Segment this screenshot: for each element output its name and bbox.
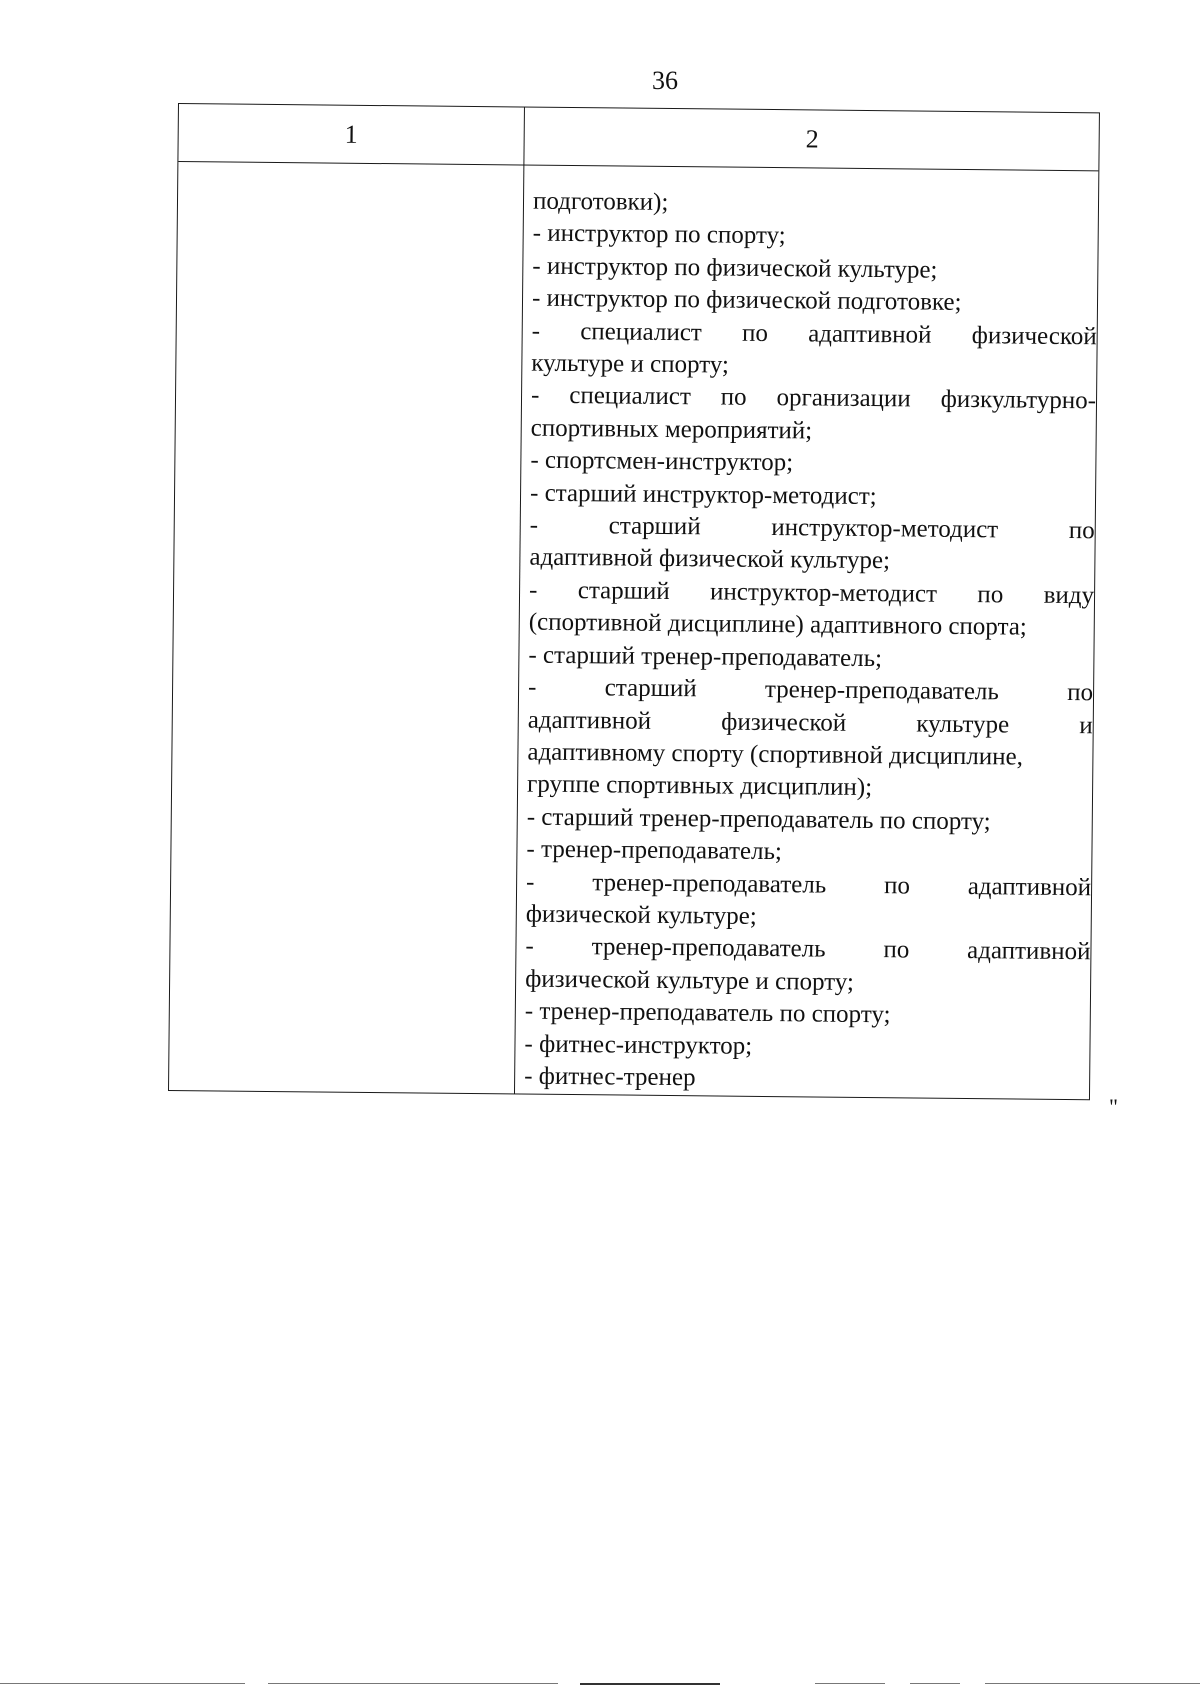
- text-line: - специалист по адаптивной физической: [531, 317, 1097, 350]
- document-table: [168, 103, 1100, 1100]
- text-line: - старший тренер-преподаватель по: [527, 673, 1094, 707]
- text-line: - инструктор по физической подготовке;: [531, 284, 962, 317]
- scan-artifact-line: [985, 1683, 1200, 1684]
- scan-artifact-line: [910, 1683, 960, 1684]
- text-line: подготовки);: [532, 187, 669, 216]
- text-line: - старший тренер-преподаватель по спорту;: [526, 803, 991, 835]
- text-line: физической культуре и спорту;: [525, 965, 855, 996]
- text-line: - старший инструктор-методист;: [529, 479, 877, 510]
- text-line: - инструктор по спорту;: [532, 220, 786, 250]
- scan-artifact-line: [580, 1683, 720, 1685]
- closing-quote-mark: ": [1109, 1094, 1118, 1119]
- text-line: (спортивной дисциплине) адаптивного спорта;: [528, 608, 1027, 641]
- column-header-1: 1: [344, 119, 358, 149]
- text-line: - фитнес-тренер: [524, 1062, 696, 1092]
- scan-artifact-line: [268, 1683, 558, 1684]
- text-line: адаптивной физической культуре и: [527, 706, 1093, 739]
- text-line: - старший инструктор-методист по: [529, 511, 1095, 545]
- scan-artifact-line: [0, 1683, 245, 1684]
- text-line: спортивных мероприятий;: [530, 414, 813, 445]
- text-line: - спортсмен-инструктор;: [530, 446, 794, 477]
- text-line: - тренер-преподаватель по адаптивной: [525, 868, 1092, 901]
- text-line: - специалист по организации физкультурно-: [530, 382, 1097, 415]
- page-number: 36: [652, 66, 678, 95]
- text-line: - старший инструктор-методист по виду: [528, 576, 1095, 610]
- text-line: - старший тренер-преподаватель;: [528, 641, 883, 672]
- text-line: группе спортивных дисциплин);: [526, 770, 873, 802]
- column-header-2: 2: [805, 124, 819, 154]
- text-line: адаптивному спорту (спортивной дисциплине,: [527, 738, 1024, 771]
- table-header-row: [178, 104, 1099, 171]
- text-line: - тренер-преподаватель;: [526, 835, 783, 866]
- text-line: - тренер-преподаватель по адаптивной: [525, 932, 1091, 966]
- table-cell-column-1: [169, 161, 523, 1093]
- table-cell-column-2: [524, 186, 1098, 1099]
- text-line: - тренер-преподаватель по спорту;: [524, 997, 891, 1029]
- text-line: - инструктор по физической культуре;: [532, 252, 938, 284]
- text-line: - фитнес-инструктор;: [524, 1030, 753, 1060]
- text-line: физической культуре;: [525, 900, 757, 930]
- scan-artifact-line: [815, 1683, 885, 1684]
- text-line: адаптивной физической культуре;: [529, 544, 891, 575]
- text-line: культуре и спорту;: [531, 349, 730, 379]
